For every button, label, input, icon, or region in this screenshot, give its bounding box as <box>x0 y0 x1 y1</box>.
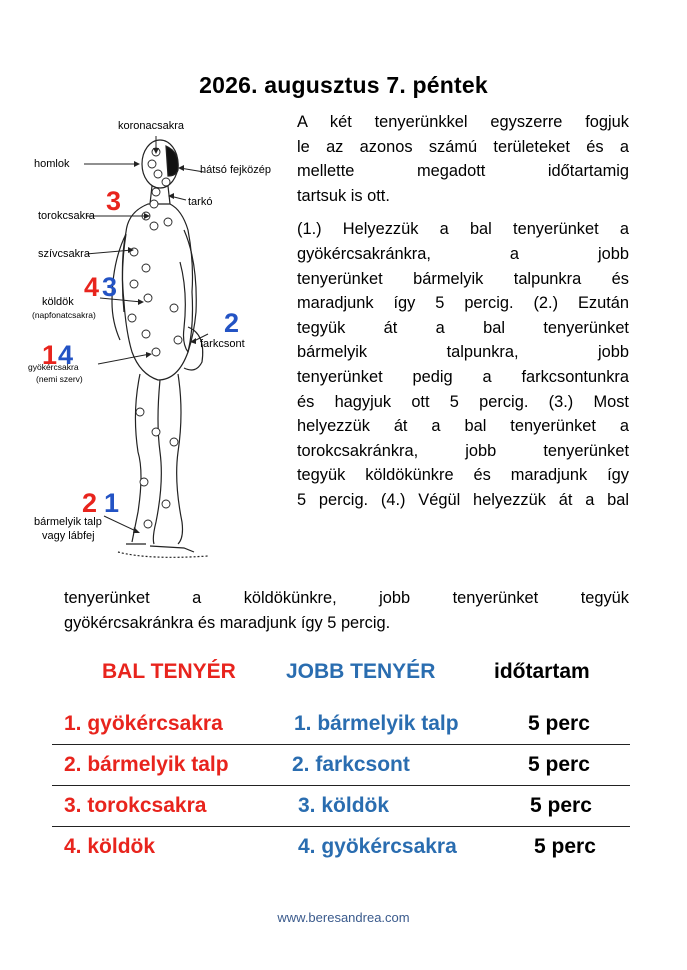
table-row <box>52 786 630 827</box>
number-talp-blue: 1 <box>104 488 120 518</box>
label-gyokercsakra: gyökércsakra <box>28 362 79 372</box>
text-line: tegyük át a bal tenyerünket <box>297 318 629 337</box>
label-tarko: tarkó <box>188 196 213 208</box>
table-row <box>52 745 630 786</box>
instructions-text-full <box>64 586 629 635</box>
text-line: gyökércsakránkra és maradjunk így 5 percig. <box>64 613 391 632</box>
label-gyokercsakra-sub: (nemi szerv) <box>36 374 83 384</box>
label-hatso-fejkozep: hátsó fejközép <box>200 164 271 176</box>
text-line: helyezzük át a bal tenyerünket a <box>297 417 629 436</box>
page-title: 2026. augusztus 7. péntek <box>199 72 488 98</box>
label-koldok-sub: (napfonatcsakra) <box>32 310 96 320</box>
label-koldok: köldök <box>42 296 74 308</box>
body-diagram <box>28 112 290 560</box>
text-line: maradjunk így 5 percig. (2.) Ezután <box>297 294 629 313</box>
number-talp-red: 2 <box>82 488 98 518</box>
cell-right: 3. köldök <box>298 794 390 817</box>
label-farkcsont: farkcsont <box>200 338 245 350</box>
text-line: és hagyjuk ott 5 percig. (3.) Most <box>297 392 629 411</box>
number-gyoker-blue: 4 <box>58 340 74 370</box>
body-illustration <box>28 112 290 560</box>
header-bal-tenyer: BAL TENYÉR <box>102 660 236 683</box>
cell-right: 1. bármelyik talp <box>294 712 459 735</box>
cell-time: 5 perc <box>534 835 596 858</box>
website-link[interactable]: www.beresandrea.com <box>277 910 410 925</box>
cell-time: 5 perc <box>530 794 592 817</box>
schedule-table <box>52 660 630 867</box>
text-line: tegyük köldökünkre és maradjunk így <box>297 466 629 485</box>
label-torokcsakra: torokcsakra <box>38 210 95 222</box>
table-row <box>52 827 630 867</box>
header-idotartam: időtartam <box>494 660 590 683</box>
label-labfej: vagy lábfej <box>42 530 95 542</box>
label-talp: bármelyik talp <box>34 516 102 528</box>
cell-right: 4. gyökércsakra <box>298 835 457 858</box>
number-torok: 3 <box>106 186 122 216</box>
table-row <box>52 704 630 745</box>
label-homlok: homlok <box>34 158 70 170</box>
cell-left: 3. torokcsakra <box>64 794 207 817</box>
text-line: (1.) Helyezzük a bal tenyerünket a <box>297 220 629 239</box>
text-line: bármelyik talpunkra, jobb <box>297 343 629 362</box>
cell-left: 1. gyökércsakra <box>64 712 223 735</box>
cell-left: 2. bármelyik talp <box>64 753 229 776</box>
number-koldok-blue: 3 <box>102 272 118 302</box>
text-line: tenyerünket bármelyik talpunkra és <box>297 269 629 288</box>
text-line: mellette megadott időtartamig <box>297 162 629 181</box>
text-line: A két tenyerünkkel egyszerre fogjuk <box>297 113 629 131</box>
text-line: tenyerünket pedig a farkcsontunkra <box>297 367 629 386</box>
text-line: tartsuk is ott. <box>297 186 390 205</box>
cell-right: 2. farkcsont <box>292 753 410 776</box>
text-line: tenyerünket a köldökünkre, jobb tenyerünket tegyük <box>64 589 629 607</box>
header-jobb-tenyer: JOBB TENYÉR <box>286 660 436 683</box>
label-koronacsakra: koronacsakra <box>118 120 185 132</box>
number-farkcsont: 2 <box>224 308 240 338</box>
cell-time: 5 perc <box>528 712 590 735</box>
label-szivcsakra: szívcsakra <box>38 248 90 260</box>
cell-left: 4. köldök <box>64 835 156 858</box>
table-header <box>52 660 630 704</box>
number-koldok-red: 4 <box>84 272 100 302</box>
instructions-text-right <box>297 110 629 513</box>
cell-time: 5 perc <box>528 753 590 776</box>
number-gyoker-red: 1 <box>42 340 58 370</box>
text-line: le az azonos számú területeket és a <box>297 137 629 156</box>
text-line: 5 percig. (4.) Végül helyezzük át a bal <box>297 490 629 509</box>
text-line: gyökércsakránkra, a jobb <box>297 244 629 263</box>
text-line: torokcsakránkra, jobb tenyerünket <box>297 441 629 460</box>
